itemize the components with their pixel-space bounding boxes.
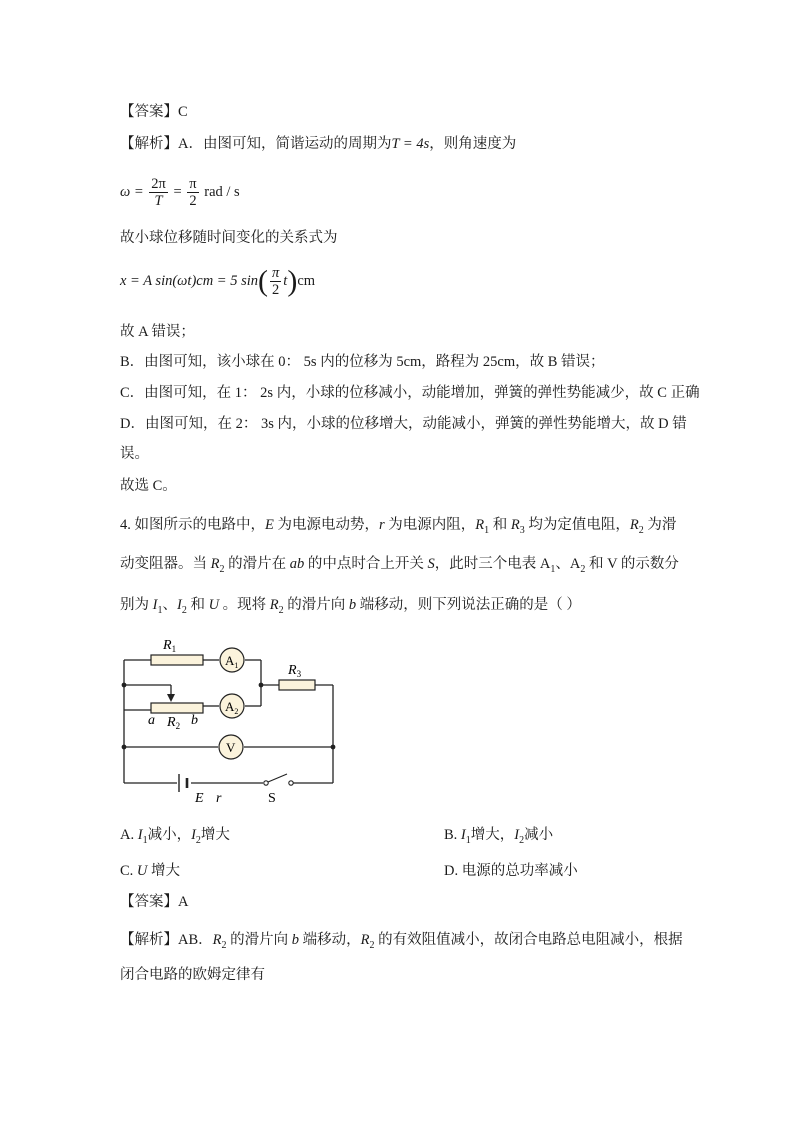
q4-sub: 1 xyxy=(550,563,556,575)
q4-var-ab: ab xyxy=(289,556,305,572)
option-prefix: A. xyxy=(120,827,138,843)
switch-contact-right xyxy=(289,781,293,785)
option-text: 减小 xyxy=(524,827,554,843)
option-sub: 1 xyxy=(142,834,148,846)
q4-text: 别为 xyxy=(120,597,153,613)
analysis-sub: 2 xyxy=(369,939,375,951)
analysis-var-R2: R xyxy=(212,932,222,948)
q4-text: 为电源内阻， xyxy=(384,517,476,533)
analysis-text: 端移动， xyxy=(299,932,361,948)
q4-var-r: r xyxy=(378,517,385,533)
q4-var-R2: R xyxy=(629,517,639,533)
q4-var-R1: R xyxy=(475,517,485,533)
right-paren: ) xyxy=(287,264,298,298)
label-r: r xyxy=(216,791,222,806)
label-r3: $R_3$ xyxy=(288,663,302,679)
q4-text: 。现将 xyxy=(219,597,270,613)
switch-lever xyxy=(268,774,287,782)
omega-lhs: ω = xyxy=(120,184,144,200)
question-4-line-3 xyxy=(120,595,581,621)
switch-contact-left xyxy=(264,781,268,785)
q4-text: 的中点时合上开关 xyxy=(304,556,428,572)
q4-text: 、 xyxy=(162,597,177,613)
q4-sub: 1 xyxy=(484,524,490,536)
q4-text: 、A xyxy=(555,556,581,572)
option-d-analysis-1: D．由图可知，在 2： 3s 内，小球的位移增大，动能减小，弹簧的弹性势能增大，故 D 错 xyxy=(120,416,687,432)
option-var: I xyxy=(137,827,143,843)
analysis-intro: 【解析】A．由图可知，简谐运动的周期为 xyxy=(120,136,392,152)
label-a1: $A_1$ xyxy=(225,653,239,670)
analysis-sub: 2 xyxy=(221,939,227,951)
resistor-r1 xyxy=(151,655,203,665)
analysis-2-line-1 xyxy=(120,930,683,956)
omega-formula xyxy=(120,172,240,212)
q4-text: 4. 如图所示的电路中， xyxy=(120,517,265,533)
q4-sub: 3 xyxy=(519,524,525,536)
equals-sign: = xyxy=(173,184,182,200)
omega-frac-1 xyxy=(149,176,168,209)
analysis-line-1 xyxy=(120,134,516,154)
answer-label-2: 【答案】A xyxy=(120,894,189,910)
option-text: 增大 xyxy=(200,827,230,843)
circuit-diagram xyxy=(115,630,345,810)
frac-numerator: π xyxy=(272,265,280,282)
option-text: 增大 xyxy=(147,863,181,879)
q4-text: 和 xyxy=(489,517,511,533)
label-r2: $R_2$ xyxy=(167,715,181,731)
rheostat-r2 xyxy=(151,703,203,713)
analysis-2-line-2: 闭合电路的欧姆定律有 xyxy=(120,967,265,983)
q4-var-E: E xyxy=(265,517,274,533)
analysis-text: 的有效阻值减小，故闭合电路总电阻减小，根据 xyxy=(374,932,683,948)
option-sub: 2 xyxy=(195,834,201,846)
q4-sub: 2 xyxy=(181,604,187,616)
option-a xyxy=(120,825,230,851)
option-sub: 1 xyxy=(465,834,471,846)
label-a-end: a xyxy=(148,713,155,728)
option-c-analysis: C．由图可知，在 1： 2s 内，小球的位移减小，动能增加，弹簧的弹性势能减少，故 C 正确 xyxy=(120,385,700,401)
q4-sub: 2 xyxy=(278,604,284,616)
question-4-line-2 xyxy=(120,554,679,580)
analysis-text: 【解析】AB． xyxy=(120,932,213,948)
option-var: U xyxy=(136,863,148,879)
q4-var-S: S xyxy=(427,556,435,572)
label-a2: $A_2$ xyxy=(225,699,239,716)
q4-sub: 2 xyxy=(638,524,644,536)
slider-arrow-icon xyxy=(167,694,175,702)
analysis-var-R2: R xyxy=(360,932,370,948)
q4-text: 均为定值电阻， xyxy=(524,517,630,533)
omega-unit: rad / s xyxy=(204,184,240,200)
option-b-analysis: B．由图可知，该小球在 0： 5s 内的位移为 5cm，路程为 25cm，故 B 错误； xyxy=(120,354,605,370)
q4-text: ，此时三个电表 A xyxy=(434,556,551,572)
a-wrong-line: 故 A 错误； xyxy=(120,324,195,340)
q4-var-I2: I xyxy=(176,597,182,613)
label-v: V xyxy=(226,740,236,755)
analysis-text: 的滑片向 xyxy=(226,932,292,948)
option-b xyxy=(444,825,553,851)
option-sub: 2 xyxy=(519,834,525,846)
analysis-var-b: b xyxy=(291,932,300,948)
x-formula xyxy=(120,261,315,301)
option-var: I xyxy=(460,827,466,843)
frac-numerator: π xyxy=(189,176,197,193)
relation-text: 故小球位移随时间变化的关系式为 xyxy=(120,230,338,246)
q4-var-b: b xyxy=(348,597,357,613)
x-frac xyxy=(270,265,281,298)
option-c xyxy=(120,861,180,881)
q4-text: 和 xyxy=(186,597,209,613)
frac-denominator: 2 xyxy=(272,282,280,299)
q4-sub: 1 xyxy=(157,604,163,616)
q4-sub: 2 xyxy=(580,563,586,575)
choose-c-line: 故选 C。 xyxy=(120,478,177,494)
q4-var-R3: R xyxy=(510,517,520,533)
omega-frac-2 xyxy=(187,176,198,209)
q4-text: 的滑片在 xyxy=(224,556,290,572)
q4-text: 和 V 的示数分 xyxy=(585,556,679,572)
q4-text: 为滑 xyxy=(643,517,677,533)
analysis-tail: ，则角速度为 xyxy=(429,136,517,152)
q4-text: 动变阻器。当 xyxy=(120,556,211,572)
q4-var-U: U xyxy=(208,597,220,613)
q4-sub: 2 xyxy=(219,563,225,575)
frac-denominator: T xyxy=(154,193,163,210)
option-prefix: B. xyxy=(444,827,461,843)
resistor-r3 xyxy=(279,680,315,690)
frac-numerator: 2π xyxy=(151,176,166,193)
x-formula-lhs: x = A sin(ωt)cm = 5 sin xyxy=(120,273,259,289)
label-e: E xyxy=(195,791,204,806)
option-text: 减小， xyxy=(147,827,192,843)
q4-text: 端移动，则下列说法正确的是（ ） xyxy=(356,597,581,613)
label-s: S xyxy=(268,791,276,806)
q4-text: 为电源电动势， xyxy=(273,517,379,533)
q4-var-I1: I xyxy=(152,597,158,613)
option-text: 增大， xyxy=(470,827,515,843)
x-formula-var: t xyxy=(283,273,288,289)
question-4-line-1 xyxy=(120,515,676,541)
left-paren: ( xyxy=(258,264,269,298)
option-prefix: C. xyxy=(120,863,137,879)
answer-label-1: 【答案】C xyxy=(120,104,188,120)
option-var: I xyxy=(191,827,196,843)
option-d: D. 电源的总功率减小 xyxy=(444,863,578,879)
label-b-end: b xyxy=(191,713,198,728)
q4-var-R2: R xyxy=(210,556,220,572)
period-expression: T = 4s xyxy=(391,136,430,152)
label-r1: $R_1$ xyxy=(163,638,177,654)
q4-text: 的滑片向 xyxy=(283,597,349,613)
x-formula-unit: cm xyxy=(297,273,316,289)
frac-denominator: 2 xyxy=(189,193,197,210)
option-d-analysis-2: 误。 xyxy=(120,446,149,462)
option-var: I xyxy=(514,827,520,843)
q4-var-R2: R xyxy=(269,597,279,613)
